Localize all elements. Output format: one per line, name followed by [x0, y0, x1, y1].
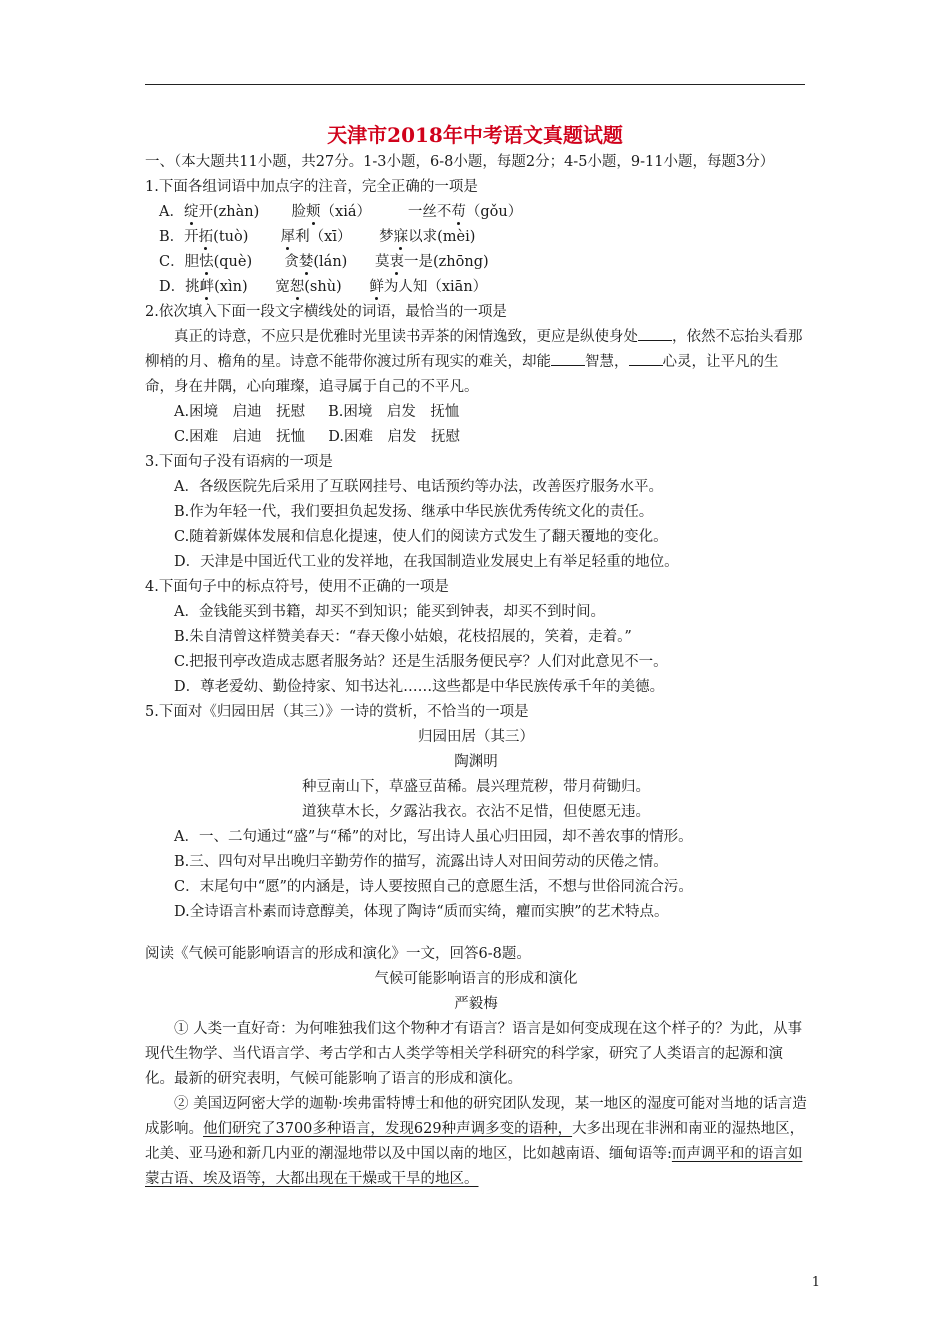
q4-option-d: D．尊老爱幼、勤俭持家、知书达礼……这些都是中华民族传承千年的美德。 [174, 679, 665, 695]
poem-author: 陶渊明 [454, 754, 498, 770]
q5-option-d: D.全诗语言朴素而诗意醇美，体现了陶诗“质而实绮，癯而实腴”的艺术特点。 [174, 904, 669, 920]
page-number: 1 [811, 1275, 820, 1290]
q2-passage: 真正的诗意，不应只是优雅时光里读书弄茶的闲情逸致，更应是纵使身处 ，依然不忘抬头看那柳梢的月、檐角的星。诗意不能带你渡过所有现实的难关，却能 智慧， 心灵，让平凡的生命，身在井隅，心向璀璨，追寻属于自己的不平凡。 [145, 325, 807, 400]
poem-line: 道狭草木长，夕露沾我衣。衣沾不足惜，但使愿无违。 [302, 804, 650, 820]
article-paragraph-2: ② 美国迈阿密大学的迦勒·埃弗雷特博士和他的研究团队发现，某一地区的湿度可能对当地的话言造成影响。他们研究了3700多种语言，发现629种声调多变的语种，大多出现在非洲和南亚的湿热地区，北美、亚马逊和新几内亚的潮湿地带以及中国以南的地区，比如越南语、缅甸语等:而声调平和的语言如蒙古语、埃及语等，大都出现在干燥或干旱的地区。 [145, 1096, 807, 1187]
article-title: 气候可能影响语言的形成和演化 [374, 971, 578, 987]
poem-title: 归园田居（其三） [418, 729, 534, 745]
q2-options-ab: A.困境 启迪 抚慰 B.困境 启发 抚恤 [174, 404, 460, 420]
q1-option-d: D．挑衅(xìn) 宽恕(shù) 鲜为人知（xiān） [159, 279, 488, 295]
blank-2 [551, 350, 585, 366]
q4-option-a: A．金钱能买到书籍，却买不到知识；能买到钟表，却买不到时间。 [174, 604, 605, 620]
q5-option-a: A．一、二句通过“盛”与“稀”的对比，写出诗人虽心归田园，却不善农事的情形。 [174, 829, 693, 845]
q2-options-cd: C.困难 启迪 抚恤 D.困难 启发 抚慰 [174, 429, 460, 445]
q3-stem: 3.下面句子没有语病的一项是 [145, 454, 333, 470]
article-paragraph-1: ① 人类一直好奇：为何唯独我们这个物种才有语言？语言是如何变成现在这个样子的？为此，从事现代生物学、当代语言学、考古学和古人类学等相关学科研究的科学家，研究了人类语言的起源和演化。最新的研究表明，气候可能影响了语言的形成和演化。 [145, 1021, 803, 1087]
underlined-sentence: 他们研究了3700多种语言，发现629种声调多变的语种， [203, 1121, 573, 1137]
q5-stem: 5.下面对《归园田居（其三）》一诗的赏析，不恰当的一项是 [145, 704, 529, 720]
article-author: 严毅梅 [454, 996, 498, 1012]
section-header: 一、（本大题共11小题，共27分。1-3小题，6-8小题，每题2分；4-5小题，9-11小题，每题3分） [145, 154, 775, 170]
q5-option-b: B.三、四句对早出晚归辛勤劳作的描写，流露出诗人对田间劳动的厌倦之情。 [174, 854, 668, 870]
q4-option-c: C.把报刊亭改造成志愿者服务站？还是生活服务便民亭？人们对此意见不一。 [174, 654, 668, 670]
q2-stem: 2.依次填入下面一段文字横线处的词语，最恰当的一项是 [145, 304, 507, 320]
q1-option-a: A．绽开(zhàn) 脸颊（xiá） 一丝不苟（gǒu） [159, 204, 523, 220]
q3-option-b: B.作为年轻一代，我们要担负起发扬、继承中华民族优秀传统文化的责任。 [174, 504, 654, 520]
underlined-sentence: 而声调平和的语言如蒙古语、埃及语等，大都出现在干燥或干旱的地区。 [145, 1146, 803, 1187]
reading-intro: 阅读《气候可能影响语言的形成和演化》一文，回答6-8题。 [145, 946, 531, 962]
page-title: 天津市2018年中考语文真题试题 [327, 123, 623, 147]
q3-option-a: A．各级医院先后采用了互联网挂号、电话预约等办法，改善医疗服务水平。 [174, 479, 663, 495]
poem-line: 种豆南山下，草盛豆苗稀。晨兴理荒秽，带月荷锄归。 [302, 779, 650, 795]
q1-option-c: C．胆怯(què) 贪婪(lán) 莫衷一是(zhōng) [159, 254, 489, 270]
document-body [145, 150, 807, 1192]
header-rule [145, 84, 805, 85]
blank-1 [638, 325, 672, 341]
q3-option-c: C.随着新媒体发展和信息化提速，使人们的阅读方式发生了翻天覆地的变化。 [174, 529, 668, 545]
q1-option-b: B．开拓(tuò) 犀利（xī） 梦寐以求(mèi) [159, 229, 476, 245]
q1-stem: 1.下面各组词语中加点字的注音，完全正确的一项是 [145, 179, 478, 195]
blank-3 [629, 350, 663, 366]
q4-option-b: B.朱自清曾这样赞美春天：“春天像小姑娘，花枝招展的，笑着，走着。” [174, 629, 632, 645]
q4-stem: 4.下面句子中的标点符号，使用不正确的一项是 [145, 579, 449, 595]
q3-option-d: D．天津是中国近代工业的发祥地，在我国制造业发展史上有举足轻重的地位。 [174, 554, 679, 570]
q5-option-c: C．末尾句中“愿”的内涵是，诗人要按照自己的意愿生活，不想与世俗同流合污。 [174, 879, 693, 895]
